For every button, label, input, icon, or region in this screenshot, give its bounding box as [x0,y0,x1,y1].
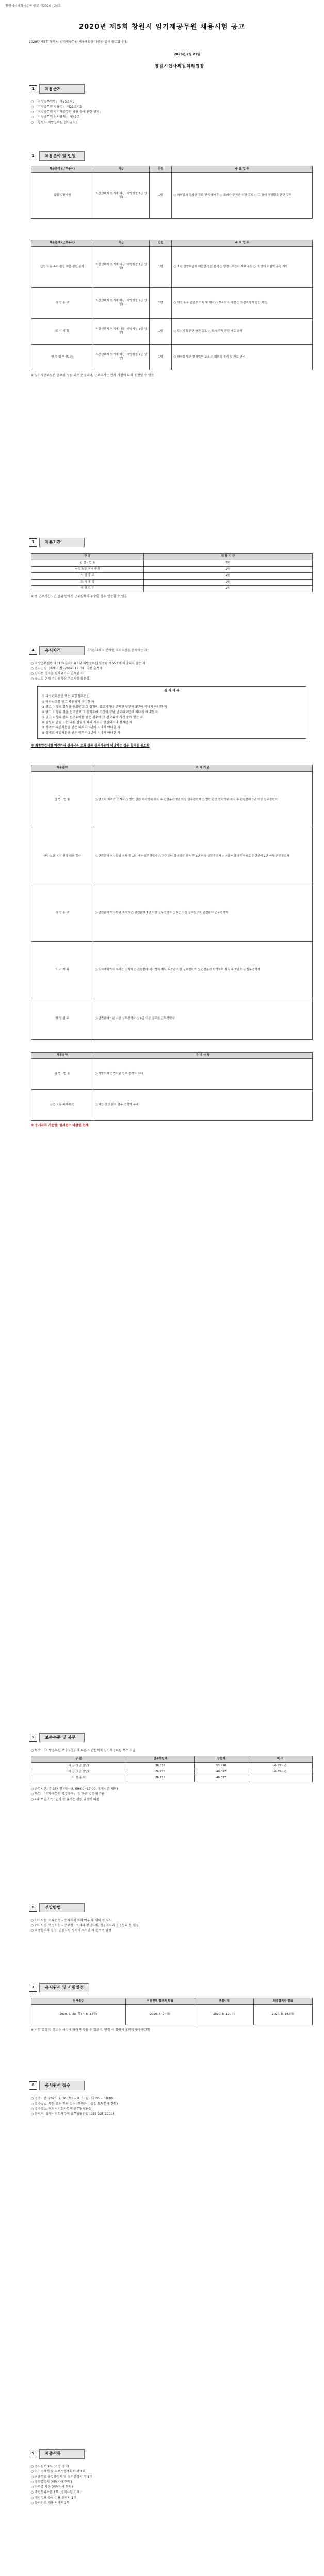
list-item: ⑧ 징계로 해임처분을 받은 때부터 3년이 지나지 아니한 자 [42,731,120,735]
recruitment-table-1 [31,166,313,219]
list-item: ○ 응시원서 1부 (소정 양식) [31,2465,69,2468]
list-item: ○ 자격증 사본 (해당자에 한함) [31,2485,73,2489]
table-cell: 26,718 [126,1769,194,1775]
period-table [31,553,313,592]
table-header: 인원 [149,240,172,246]
section-5-header [29,1731,85,1744]
section-number: 5 [29,1734,37,1742]
table-row [31,318,313,344]
section-7-body [31,1998,313,2034]
table-cell: 2년 [144,566,313,572]
table-cell: 입 법 · 법 률 [31,560,144,566]
section-1-body [31,99,313,126]
table-row [31,1059,313,1090]
table-cell: 도 시 계 획 [31,318,93,344]
table-cell: ○ 위원회 일반 행정업무 보조 ○ 회의록 정리 및 자료 관리 [172,344,313,370]
section-number: 6 [29,1904,37,1912]
table-header: 주 요 업 무 [172,166,313,173]
section-number: 3 [29,538,37,547]
table-cell: 산업·노동·복지·환경 예산·결산 분석 [31,246,93,287]
section-4-header [29,644,149,657]
list-item: ○ 근무시간: 주 35시간 (월~금, 09:00~17:00, 휴게시간 제외) [31,1787,118,1791]
note: ※ 총 근무기간 5년 범위 안에서 근무실적이 우수한 경우 연장할 수 있음 [31,594,127,598]
table-cell: 40,097 [195,1775,248,1782]
table-cell: ○ 소관 상임위원회 예산안·결산 분석 ○ 행정사무감사 자료 분석 ○ 그 밖에 위원회 운영 지원 [172,246,313,287]
table-cell: 주 35시간 [248,1762,312,1769]
table-cell: 1명 [149,173,172,219]
note: ※ 시험 일정 및 장소는 사정에 따라 변경될 수 있으며, 변경 시 창원시 홈페이지에 공고함 [31,2028,150,2032]
table-cell: 2년 [144,560,313,566]
table-header: 비 고 [248,1756,312,1762]
table-row [31,287,313,318]
section-label: 응시원서 및 시험일정 [39,1983,89,1993]
table-cell: 마 급 (9급 상당) [31,1769,126,1775]
list-item: ○ 지방공무원법 제31조(결격사유) 및 지방공무원 임용령 제65조에 해당되지 않는 자 [31,662,146,665]
table-cell: 1명 [149,344,172,370]
table-cell: 다 급 (7급 상당) [31,1762,126,1769]
table-cell: 행 정 업 무 (보조) [31,344,93,370]
list-item: ○ 문의처: 창원시의회사무국 총무담당관실 (055-225-2000) [31,2112,114,2116]
table-header: 주 요 업 무 [172,240,313,246]
table-row [31,885,313,941]
section-7-header [29,1981,89,1994]
section-number: 8 [29,2081,37,2090]
table-header: 상한액 [195,1756,248,1762]
table-cell [248,1775,312,1782]
list-item: ① 피성년후견인 또는 피한정후견인 [42,694,90,699]
table-header: 직급 [93,240,149,246]
section-label: 제출서류 [39,2449,85,2459]
table-cell: 시 정 홍 보 [31,1775,126,1782]
table-header: 면접시험 [195,1998,253,2005]
table-cell: 산업·노동·복지·환경 [31,566,144,572]
table-header: 채용분야 [31,765,93,771]
list-item: ② 파산선고를 받고 복권되지 아니한 자 [42,700,94,704]
list-item: ○ 접수방법: 방문 또는 우편 접수 (우편은 마감일 도착분에 한함) [31,2102,118,2106]
table-row [31,566,313,572]
table-row [31,1775,313,1782]
list-item: ④ 금고 이상의 형을 선고받고 그 집행유예 기간이 끝난 날부터 2년이 지나지 아니한 자 [42,710,158,714]
table-row [31,586,313,592]
list-item: ○ 접수기간: 2020. 7. 30.(목) ~ 8. 3.(월) 09:00 ~ 18:00 [31,2097,113,2100]
table-header: 서류전형 합격자 발표 [125,1998,195,2005]
list-item: ⑦ 징계로 파면처분을 받은 때부터 5년이 지나지 아니한 자 [42,726,120,730]
table-row [31,246,313,287]
section-number: 1 [29,85,37,93]
list-item: ○ 2차 시험: 면접시험 – 공무원으로서의 정신자세, 전문지식과 응용능력 등 평정 [31,1924,139,1928]
table-header: 자 격 기 준 [93,765,312,771]
list-item: ③ 금고 이상의 실형을 선고받고 그 집행이 종료되거나 면제된 날부터 5년이 지나지 아니한 자 [42,705,167,709]
table-cell: 2년 [144,586,313,592]
table-cell: 2020. 8. 12.(수) [195,2005,253,2025]
warning-text: ※ 최종면접시험 이전까지 결격사유 조회 결과 결격사유에 해당하는 경우 합격을 취소함 [31,744,150,748]
table-header: 채용분야 (근무부서) [31,240,93,246]
schedule-table [31,1998,313,2025]
list-item: ○ 응시연령: 18세 이상 (2002. 12. 31. 이전 출생자) [31,667,104,671]
table-cell: ○ 관련분야 1년 이상 실무경력자 ○ 9급 이상 공무원 근무경력자 [93,998,312,1039]
table-row [31,579,313,585]
table-cell: 행 정 업 무 [31,998,93,1039]
section-2-header [29,149,85,163]
table-cell: 시 정 홍 보 [31,573,144,579]
list-item: ○ 블라인드 채용 서약서 1부 [31,2501,70,2505]
qualification-table [31,765,313,1039]
table-cell: ○ 지방의회 입법지원 업무 경력자 우대 [93,1059,312,1090]
section-3-body [31,553,313,600]
table-cell: 산업·노동·복지·환경 예산·결산 [31,828,93,885]
section-label: 선발방법 [39,1903,85,1913]
table-cell: 1명 [149,287,172,318]
table-row [31,173,313,219]
table-cell: 입법·법률지원 [31,173,93,219]
section-6-body [31,1918,313,1934]
notice-number: 창원시시의회사무국 공고 제2020 - 24호 [5,4,61,8]
table-cell: 1명 [149,246,172,287]
list-item: ○ 복무: 「지방공무원 복무규정」 및 관련 법령에 따름 [31,1792,105,1796]
table-cell: 53,990 [195,1762,248,1769]
list-item: ○ 「지방공무원 임용령」 제21조의2 [31,105,82,109]
table-row [31,998,313,1039]
table-header: 원서접수 [31,1998,126,2005]
list-item: ○ 공고일 현재 주민등록상 주소지를 불문함 [31,677,90,681]
table-cell: 2020. 8. 7.(금) [125,2005,195,2025]
section-6-header [29,1901,85,1914]
list-item: ○ 「창원시 지방공무원 인사규칙」 [31,121,79,125]
table-cell: 1명 [149,318,172,344]
table-cell: ○ 관련분야 학사학위 소지자 ○ 관련분야 1년 이상 실무경력자 ○ 9급 이상 공무원으로 관련분야 근무경력자 [93,885,312,941]
table-cell: ○ 예산·결산 분석 업무 경력자 우대 [93,1090,312,1121]
list-item: ○ 4대 보험 가입, 연가 등 휴가는 관련 규정에 따름 [31,1797,100,1801]
table-header: 채용분야 [31,1052,93,1058]
page-title: 2020년 제5회 창원시 임기제공무원 채용시험 공고 [79,23,245,31]
table-cell: 2020. 7. 30.(목) ~ 8. 3.(월) [31,2005,126,2025]
exclusion-title: 결 격 사 유 [164,689,180,693]
table-cell: 26,718 [126,1775,194,1782]
table-header: 우 대 사 항 [93,1052,312,1058]
list-item: ⑥ 법원의 판결 또는 다른 법률에 따라 자격이 상실되거나 정지된 자 [42,720,133,724]
table-header: 인원 [149,166,172,173]
table-row [31,941,313,998]
section-9-body [31,2464,313,2506]
list-item: ○ 남자는 병역을 필하였거나 면제된 자 [31,672,84,676]
list-item: ○ 1차 시험: 서류전형 – 응시자격 적격 여부 및 경력 등 심사 [31,1919,112,1922]
list-item: ○ 최종학교 졸업증명서 및 성적증명서 각 1부 [31,2475,93,2479]
section-3-header [29,536,85,549]
list-item: ○ 「지방공무원 인사규칙」 제47조 [31,115,80,120]
table-cell: 입 법 · 법 률 [31,1059,93,1090]
section-label: 보수수준 및 복무 [39,1733,85,1743]
table-cell: 시 정 홍 보 [31,287,93,318]
list-item: ⑤ 금고 이상의 형의 선고유예를 받은 경우에 그 선고유예 기간 중에 있는 자 [42,715,143,719]
table-header: 구 분 [31,1756,126,1762]
recruitment-table-2 [31,240,313,370]
table-cell: ○ 변호사 자격증 소지자 ○ 법학 관련 석사학위 취득 후 관련분야 1년 이상 실무경력자 ○ 법학 관련 학사학위 취득 후 관련분야 3년 이상 실무경력자 [93,771,312,828]
section-9-header [29,2447,85,2461]
list-item: ○ 「지방공무원 임기제공무원 채용 등에 관한 규정」 [31,110,103,114]
table-cell: 2년 [144,573,313,579]
list-item: ○ 경력증명서 (해당자에 한함) [31,2480,72,2484]
issuer-org: 창원시인사위원회위원장 [154,64,204,69]
table-row [31,2005,313,2025]
table-cell: 도 시 계 획 [31,941,93,998]
note: ※ 응시자격 기준일: 원서접수 마감일 현재 [31,1124,89,1128]
section-2-body [31,166,313,379]
list-item: ○ 주민등록초본 1부 (병역사항 기재) [31,2490,81,2495]
note: ※ 임기제공무원은 공무원 정원 외로 운영되며, 근무부서는 인사 사정에 따라 조정될 수 있음 [31,373,154,377]
section-number: 9 [29,2450,37,2458]
list-item: ○ 최종합격자 결정: 면접시험 성적이 우수한 자 순으로 결정 [31,1929,111,1933]
section-4-body [31,660,313,1129]
table-row [31,828,313,885]
table-header: 채용분야 (근무부서) [31,166,93,173]
table-row [31,560,313,566]
table-header: 직급 [93,166,149,173]
table-header: 구 분 [31,554,144,560]
table-header: 최종합격자 발표 [253,1998,312,2005]
table-cell: ○ 관련분야 석사학위 취득 후 1년 이상 실무경력자 ○ 관련분야 학사학위 취득 후 3년 이상 실무경력자 ○ 7급 이상 공무원으로 관련분야 2년 이상 근무경력자 [93,828,312,885]
section-number: 2 [29,152,37,160]
table-cell: 행 정 업 무 [31,586,144,592]
table-cell: 입 법 · 법 률 [31,771,93,828]
table-row [31,1090,313,1121]
table-row [31,771,313,828]
section-sub: (기본자격 + 분야별 자격요건을 충족하는 자) [88,648,149,652]
table-cell: ○ 의원발의 조례안 검토 및 법률자문 ○ 조례안·규칙안 의견 검토 ○ 그 밖에 의정활동 관련 업무 [172,173,313,219]
table-cell: 2020. 8. 14.(금) [253,2005,312,2025]
table-cell: 2년 [144,579,313,585]
table-row [31,344,313,370]
table-cell: ○ 도시계획 관련 안건 검토 ○ 도시·건축 관련 자료 분석 [172,318,313,344]
section-number: 7 [29,1984,37,1992]
table-row [31,1769,313,1775]
section-label: 응시자격 [39,646,85,656]
table-cell: 시간선택제 임기제 마급 (지방행정 9급 상당) [93,287,149,318]
table-cell: 시간선택제 임기제 마급 (지방행정 9급 상당) [93,344,149,370]
table-row [31,573,313,579]
table-cell: ○ 의정 홍보 콘텐츠 기획 및 제작 ○ 보도자료 작성 ○ 의정소식지 발간 지원 [172,287,313,318]
section-8-header [29,2079,85,2092]
table-header: 연봉하한액 [126,1756,194,1762]
table-cell: 시 정 홍 보 [31,885,93,941]
table-cell: 도 시 계 획 [31,579,144,585]
table-cell: ○ 도시계획기사 자격증 소지자 ○ 관련분야 석사학위 취득 후 1년 이상 실무경력자 ○ 관련분야 학사학위 취득 후 3년 이상 실무경력자 [93,941,312,998]
list-item: ○ 개인정보 수집·이용 동의서 1부 [31,2496,77,2500]
table-cell: 산업·노동·복지·환경 [31,1090,93,1121]
section-label: 채용근거 [39,84,85,94]
section-label: 채용분야 및 인원 [39,151,85,161]
table-cell: 시간선택제 임기제 다급 (지방시설 7급 상당) [93,318,149,344]
table-cell: 시간선택제 임기제 다급 (지방행정 7급 상당) [93,246,149,287]
exclusion-box [37,686,306,739]
list-item: ○ 접수장소: 창원시의회사무국 총무담당관실 [31,2107,92,2111]
list-item: ○ 자기소개서 및 직무수행계획서 각 1부 [31,2470,86,2474]
table-row [31,1762,313,1769]
section-1-header [29,82,85,96]
table-cell: 주 35시간 [248,1769,312,1775]
section-label: 채용기간 [39,538,85,548]
notice-date: 2020년 7월 23일 [174,53,200,56]
list-item: ○ 「지방공무원법」 제25조의5 [31,100,75,104]
section-5-body [31,1748,313,1803]
section-number: 4 [29,647,37,655]
preference-table [31,1052,313,1121]
table-cell: 40,097 [195,1769,248,1775]
list-item: ○ 보수: 「지방공무원 보수규정」에 따른 시간선택제 임기제공무원 보수 지급 [31,1749,136,1752]
table-header: 채 용 기 간 [144,554,313,560]
table-cell: 36,019 [126,1762,194,1769]
section-label: 응시원서 접수 [39,2081,85,2091]
intro-text: 2020년 제5회 창원시 임기제공무원 채용계획을 다음과 같이 공고합니다. [29,40,127,44]
table-cell: 시간선택제 임기제 다급 (지방행정 7급 상당) [93,173,149,219]
salary-table [31,1756,313,1782]
section-8-body [31,2096,313,2117]
